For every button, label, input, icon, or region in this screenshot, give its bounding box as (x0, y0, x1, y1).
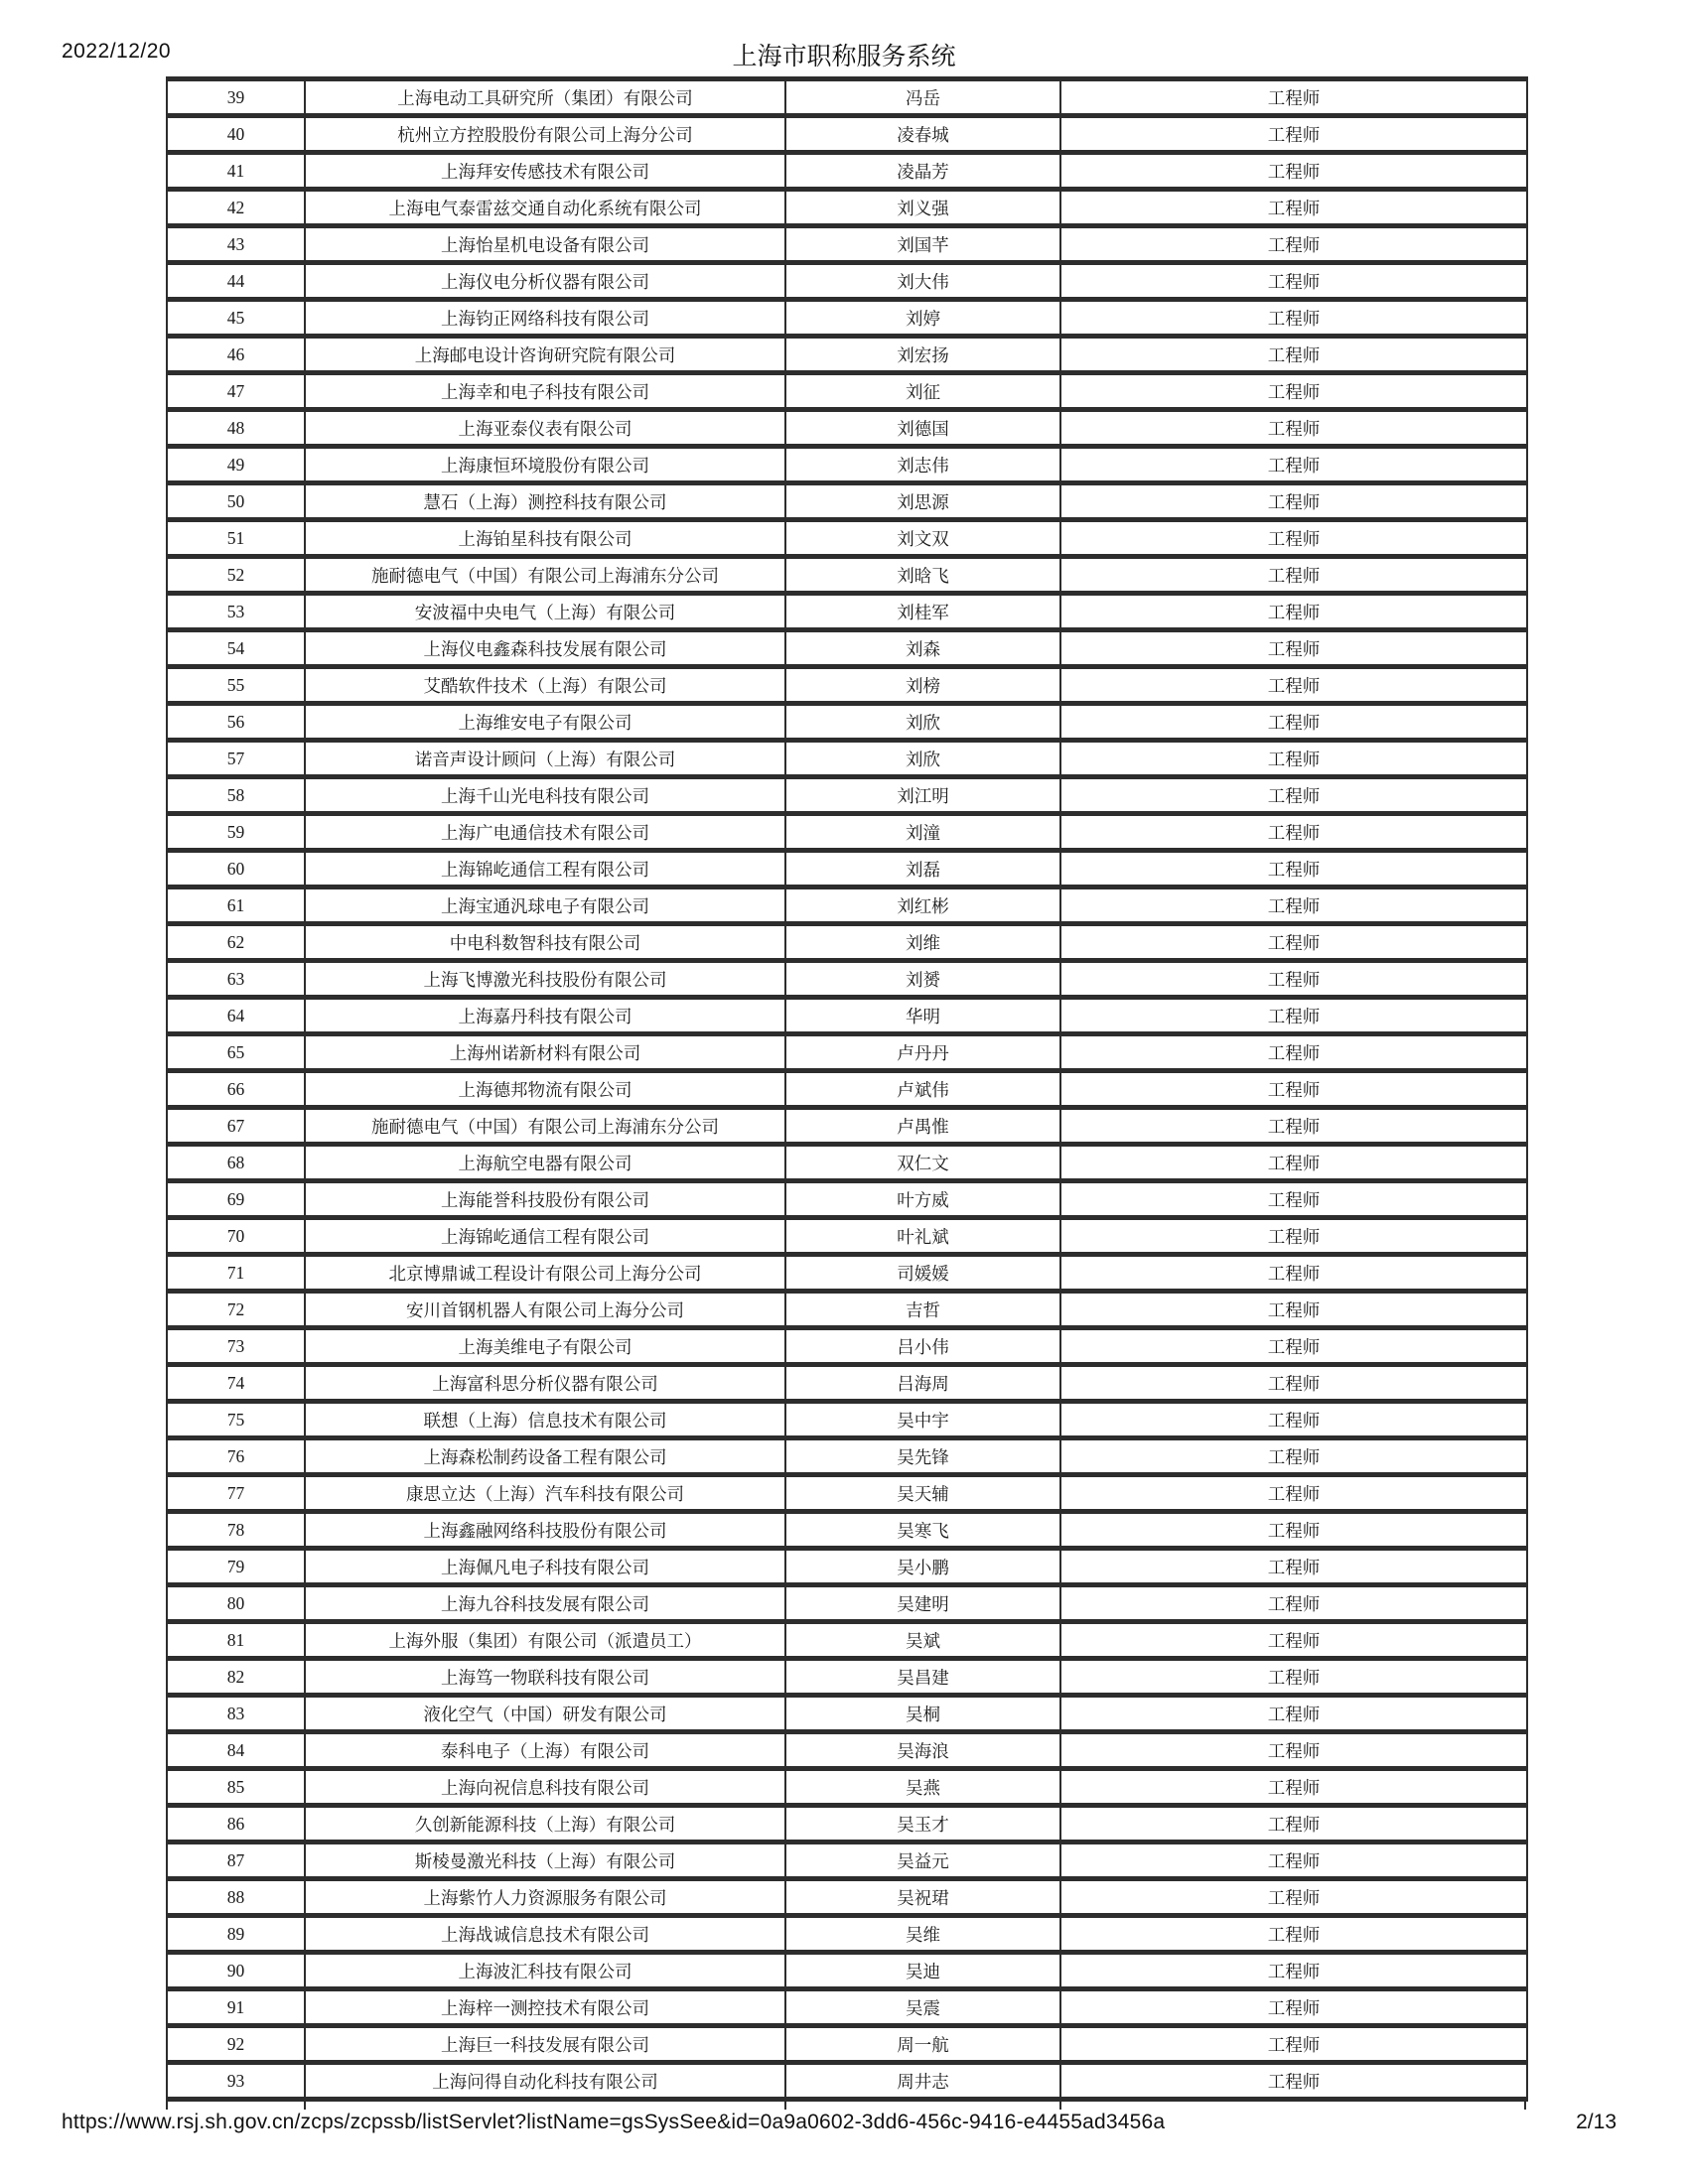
table-row (167, 337, 1527, 373)
company-cell: 慧石（上海）测控科技有限公司 (305, 483, 785, 520)
person-name-cell: 刘榜 (785, 667, 1060, 704)
company-cell: 上海康恒环境股份有限公司 (305, 447, 785, 483)
table-row (167, 373, 1527, 410)
row-number-cell: 55 (167, 667, 305, 704)
title-cell: 工程师 (1060, 557, 1527, 594)
title-cell: 工程师 (1060, 1806, 1527, 1843)
row-number-cell: 92 (167, 2026, 305, 2063)
row-number-cell: 78 (167, 1512, 305, 1549)
company-cell: 上海波汇科技有限公司 (305, 1953, 785, 1989)
company-cell: 上海邮电设计咨询研究院有限公司 (305, 337, 785, 373)
title-cell: 工程师 (1060, 1071, 1527, 1108)
company-cell: 北京博鼎诚工程设计有限公司上海分公司 (305, 1255, 785, 1292)
table-row (167, 2026, 1527, 2063)
person-name-cell: 叶方威 (785, 1181, 1060, 1218)
table-row (167, 447, 1527, 483)
table-row (167, 1218, 1527, 1255)
title-cell: 工程师 (1060, 1365, 1527, 1402)
company-cell: 泰科电子（上海）有限公司 (305, 1732, 785, 1769)
company-cell: 上海千山光电科技有限公司 (305, 777, 785, 814)
person-name-cell: 吕小伟 (785, 1328, 1060, 1365)
person-name-cell: 吴益元 (785, 1843, 1060, 1879)
table-row (167, 851, 1527, 887)
row-number-cell: 86 (167, 1806, 305, 1843)
person-name-cell: 刘潼 (785, 814, 1060, 851)
row-number-cell: 46 (167, 337, 305, 373)
company-cell: 上海佩凡电子科技有限公司 (305, 1549, 785, 1585)
title-cell: 工程师 (1060, 1953, 1527, 1989)
company-cell: 上海能誉科技股份有限公司 (305, 1181, 785, 1218)
title-cell: 工程师 (1060, 667, 1527, 704)
person-name-cell: 吴建明 (785, 1585, 1060, 1622)
footer-url: https://www.rsj.sh.gov.cn/zcps/zcpssb/listServlet?listName=gsSysSee&id=0a9a0602-3dd6-456c-9416-e4455ad3456a (62, 2111, 1166, 2133)
title-cell: 工程师 (1060, 300, 1527, 337)
table-row (167, 1879, 1527, 1916)
clipped-cell (784, 2102, 1059, 2110)
table-row (167, 1328, 1527, 1365)
title-cell: 工程师 (1060, 2026, 1527, 2063)
table-row (167, 520, 1527, 557)
row-number-cell: 79 (167, 1549, 305, 1585)
person-name-cell: 吴祝珺 (785, 1879, 1060, 1916)
company-cell: 上海广电通信技术有限公司 (305, 814, 785, 851)
title-cell: 工程师 (1060, 1916, 1527, 1953)
row-number-cell: 84 (167, 1732, 305, 1769)
row-number-cell: 60 (167, 851, 305, 887)
title-cell: 工程师 (1060, 1181, 1527, 1218)
table-row (167, 814, 1527, 851)
table-row (167, 410, 1527, 447)
title-cell: 工程师 (1060, 1218, 1527, 1255)
title-cell: 工程师 (1060, 814, 1527, 851)
table-row (167, 1843, 1527, 1879)
company-cell: 上海梓一测控技术有限公司 (305, 1989, 785, 2026)
title-cell: 工程师 (1060, 337, 1527, 373)
table-row (167, 961, 1527, 998)
company-cell: 斯棱曼激光科技（上海）有限公司 (305, 1843, 785, 1879)
row-number-cell: 57 (167, 741, 305, 777)
row-number-cell: 73 (167, 1328, 305, 1365)
table-row (167, 887, 1527, 924)
person-name-cell: 吴维 (785, 1916, 1060, 1953)
person-name-cell: 吴昌建 (785, 1659, 1060, 1696)
person-name-cell: 刘文双 (785, 520, 1060, 557)
row-number-cell: 87 (167, 1843, 305, 1879)
title-cell: 工程师 (1060, 410, 1527, 447)
row-number-cell: 40 (167, 116, 305, 153)
row-number-cell: 91 (167, 1989, 305, 2026)
row-number-cell: 69 (167, 1181, 305, 1218)
row-number-cell: 77 (167, 1475, 305, 1512)
company-cell: 上海锦屹通信工程有限公司 (305, 851, 785, 887)
row-number-cell: 61 (167, 887, 305, 924)
print-footer (62, 2111, 1617, 2134)
table-row (167, 1732, 1527, 1769)
page-number-indicator: 2/13 (1576, 2111, 1617, 2133)
table-row (167, 263, 1527, 300)
company-cell: 上海幸和电子科技有限公司 (305, 373, 785, 410)
title-cell: 工程师 (1060, 1879, 1527, 1916)
person-name-cell: 吴燕 (785, 1769, 1060, 1806)
clipped-cell (1059, 2102, 1526, 2110)
row-number-cell: 76 (167, 1438, 305, 1475)
title-cell: 工程师 (1060, 226, 1527, 263)
title-cell: 工程师 (1060, 1255, 1527, 1292)
person-name-cell: 刘大伟 (785, 263, 1060, 300)
row-number-cell: 90 (167, 1953, 305, 1989)
person-name-cell: 刘义强 (785, 190, 1060, 226)
clipped-cell (166, 2102, 304, 2110)
title-cell: 工程师 (1060, 1145, 1527, 1181)
title-cell: 工程师 (1060, 153, 1527, 190)
row-number-cell: 52 (167, 557, 305, 594)
company-cell: 上海亚泰仪表有限公司 (305, 410, 785, 447)
row-number-cell: 64 (167, 998, 305, 1034)
table-row (167, 594, 1527, 630)
table-row (167, 557, 1527, 594)
row-number-cell: 88 (167, 1879, 305, 1916)
title-cell: 工程师 (1060, 777, 1527, 814)
table-row (167, 1071, 1527, 1108)
row-number-cell: 43 (167, 226, 305, 263)
company-cell: 上海问得自动化科技有限公司 (305, 2063, 785, 2100)
row-number-cell: 53 (167, 594, 305, 630)
row-number-cell: 75 (167, 1402, 305, 1438)
title-cell: 工程师 (1060, 961, 1527, 998)
title-cell: 工程师 (1060, 447, 1527, 483)
table-row (167, 1549, 1527, 1585)
row-number-cell: 65 (167, 1034, 305, 1071)
company-cell: 久创新能源科技（上海）有限公司 (305, 1806, 785, 1843)
table-row (167, 1108, 1527, 1145)
title-cell: 工程师 (1060, 190, 1527, 226)
table-row (167, 667, 1527, 704)
person-name-cell: 刘志伟 (785, 447, 1060, 483)
table-row (167, 1696, 1527, 1732)
title-cell: 工程师 (1060, 851, 1527, 887)
table-row (167, 1145, 1527, 1181)
company-cell: 杭州立方控股股份有限公司上海分公司 (305, 116, 785, 153)
person-name-cell: 凌晶芳 (785, 153, 1060, 190)
company-cell: 上海拜安传感技术有限公司 (305, 153, 785, 190)
company-cell: 上海紫竹人力资源服务有限公司 (305, 1879, 785, 1916)
row-number-cell: 41 (167, 153, 305, 190)
title-cell: 工程师 (1060, 1989, 1527, 2026)
row-number-cell: 93 (167, 2063, 305, 2100)
person-name-cell: 双仁文 (785, 1145, 1060, 1181)
roster-table-body (167, 79, 1527, 2100)
person-name-cell: 刘红彬 (785, 887, 1060, 924)
company-cell: 上海富科思分析仪器有限公司 (305, 1365, 785, 1402)
person-name-cell: 吉哲 (785, 1292, 1060, 1328)
title-cell: 工程师 (1060, 1034, 1527, 1071)
person-name-cell: 周一航 (785, 2026, 1060, 2063)
company-cell: 上海九谷科技发展有限公司 (305, 1585, 785, 1622)
company-cell: 上海鑫融网络科技股份有限公司 (305, 1512, 785, 1549)
company-cell: 上海战诚信息技术有限公司 (305, 1916, 785, 1953)
table-row (167, 79, 1527, 116)
row-number-cell: 71 (167, 1255, 305, 1292)
row-number-cell: 51 (167, 520, 305, 557)
title-cell: 工程师 (1060, 887, 1527, 924)
person-name-cell: 刘欣 (785, 704, 1060, 741)
table-row (167, 153, 1527, 190)
row-number-cell: 59 (167, 814, 305, 851)
title-cell: 工程师 (1060, 1549, 1527, 1585)
person-name-cell: 吴天辅 (785, 1475, 1060, 1512)
table-row (167, 1402, 1527, 1438)
person-name-cell: 刘晗飞 (785, 557, 1060, 594)
table-row (167, 1255, 1527, 1292)
table-row (167, 1916, 1527, 1953)
company-cell: 艾酷软件技术（上海）有限公司 (305, 667, 785, 704)
title-cell: 工程师 (1060, 1438, 1527, 1475)
row-number-cell: 81 (167, 1622, 305, 1659)
clipped-cell (304, 2102, 784, 2110)
person-name-cell: 凌春城 (785, 116, 1060, 153)
title-cell: 工程师 (1060, 1659, 1527, 1696)
company-cell: 上海州诺新材料有限公司 (305, 1034, 785, 1071)
table-row (167, 1292, 1527, 1328)
person-name-cell: 吴先锋 (785, 1438, 1060, 1475)
table-row (167, 1475, 1527, 1512)
person-name-cell: 吴玉才 (785, 1806, 1060, 1843)
title-cell: 工程师 (1060, 1732, 1527, 1769)
person-name-cell: 卢丹丹 (785, 1034, 1060, 1071)
title-cell: 工程师 (1060, 116, 1527, 153)
table-row (167, 1438, 1527, 1475)
company-cell: 联想（上海）信息技术有限公司 (305, 1402, 785, 1438)
title-cell: 工程师 (1060, 741, 1527, 777)
row-number-cell: 45 (167, 300, 305, 337)
company-cell: 上海笃一物联科技有限公司 (305, 1659, 785, 1696)
title-cell: 工程师 (1060, 2063, 1527, 2100)
company-cell: 上海怡星机电设备有限公司 (305, 226, 785, 263)
table-row (167, 630, 1527, 667)
title-cell: 工程师 (1060, 1769, 1527, 1806)
person-name-cell: 刘欣 (785, 741, 1060, 777)
company-cell: 上海维安电子有限公司 (305, 704, 785, 741)
page-title: 上海市职称服务系统 (732, 43, 956, 70)
row-number-cell: 67 (167, 1108, 305, 1145)
company-cell: 上海航空电器有限公司 (305, 1145, 785, 1181)
person-name-cell: 司媛媛 (785, 1255, 1060, 1292)
person-name-cell: 刘森 (785, 630, 1060, 667)
title-cell: 工程师 (1060, 263, 1527, 300)
company-cell: 康思立达（上海）汽车科技有限公司 (305, 1475, 785, 1512)
person-name-cell: 刘桂军 (785, 594, 1060, 630)
title-cell: 工程师 (1060, 630, 1527, 667)
title-cell: 工程师 (1060, 1292, 1527, 1328)
person-name-cell: 吴震 (785, 1989, 1060, 2026)
person-name-cell: 卢斌伟 (785, 1071, 1060, 1108)
company-cell: 上海仪电鑫森科技发展有限公司 (305, 630, 785, 667)
title-cell: 工程师 (1060, 1512, 1527, 1549)
row-number-cell: 66 (167, 1071, 305, 1108)
person-name-cell: 吴海浪 (785, 1732, 1060, 1769)
company-cell: 上海森松制药设备工程有限公司 (305, 1438, 785, 1475)
row-number-cell: 83 (167, 1696, 305, 1732)
company-cell: 上海钧正网络科技有限公司 (305, 300, 785, 337)
table-row (167, 2063, 1527, 2100)
row-number-cell: 70 (167, 1218, 305, 1255)
title-cell: 工程师 (1060, 1475, 1527, 1512)
title-cell: 工程师 (1060, 1585, 1527, 1622)
person-name-cell: 吕海周 (785, 1365, 1060, 1402)
table-row (167, 741, 1527, 777)
person-name-cell: 刘维 (785, 924, 1060, 961)
person-name-cell: 吴迪 (785, 1953, 1060, 1989)
table-row (167, 190, 1527, 226)
table-row (167, 1365, 1527, 1402)
row-number-cell: 80 (167, 1585, 305, 1622)
company-cell: 施耐德电气（中国）有限公司上海浦东分公司 (305, 1108, 785, 1145)
company-cell: 施耐德电气（中国）有限公司上海浦东分公司 (305, 557, 785, 594)
person-name-cell: 刘婷 (785, 300, 1060, 337)
person-name-cell: 吴中宇 (785, 1402, 1060, 1438)
table-row (167, 1034, 1527, 1071)
table-row (167, 226, 1527, 263)
person-name-cell: 吴小鹏 (785, 1549, 1060, 1585)
roster-table-container (166, 76, 1526, 2110)
title-cell: 工程师 (1060, 704, 1527, 741)
title-cell: 工程师 (1060, 373, 1527, 410)
print-header-date: 2022/12/20 (62, 40, 172, 63)
table-row (167, 998, 1527, 1034)
company-cell: 上海锦屹通信工程有限公司 (305, 1218, 785, 1255)
table-row (167, 704, 1527, 741)
row-number-cell: 42 (167, 190, 305, 226)
company-cell: 上海美维电子有限公司 (305, 1328, 785, 1365)
table-row (167, 116, 1527, 153)
roster-table (166, 76, 1528, 2102)
row-number-cell: 85 (167, 1769, 305, 1806)
person-name-cell: 刘江明 (785, 777, 1060, 814)
person-name-cell: 刘赟 (785, 961, 1060, 998)
row-number-cell: 47 (167, 373, 305, 410)
company-cell: 上海外服（集团）有限公司（派遣员工） (305, 1622, 785, 1659)
title-cell: 工程师 (1060, 1696, 1527, 1732)
title-cell: 工程师 (1060, 924, 1527, 961)
company-cell: 上海飞博激光科技股份有限公司 (305, 961, 785, 998)
row-number-cell: 89 (167, 1916, 305, 1953)
row-number-cell: 39 (167, 79, 305, 116)
person-name-cell: 刘德国 (785, 410, 1060, 447)
row-number-cell: 56 (167, 704, 305, 741)
title-cell: 工程师 (1060, 79, 1527, 116)
title-cell: 工程师 (1060, 1622, 1527, 1659)
title-cell: 工程师 (1060, 1843, 1527, 1879)
company-cell: 上海仪电分析仪器有限公司 (305, 263, 785, 300)
row-number-cell: 72 (167, 1292, 305, 1328)
person-name-cell: 刘征 (785, 373, 1060, 410)
company-cell: 上海向祝信息科技有限公司 (305, 1769, 785, 1806)
table-row (167, 924, 1527, 961)
title-cell: 工程师 (1060, 1402, 1527, 1438)
company-cell: 上海巨一科技发展有限公司 (305, 2026, 785, 2063)
row-number-cell: 54 (167, 630, 305, 667)
person-name-cell: 刘国芊 (785, 226, 1060, 263)
table-row (167, 1585, 1527, 1622)
person-name-cell: 刘磊 (785, 851, 1060, 887)
person-name-cell: 卢禺惟 (785, 1108, 1060, 1145)
company-cell: 上海宝通汎球电子有限公司 (305, 887, 785, 924)
company-cell: 上海德邦物流有限公司 (305, 1071, 785, 1108)
title-cell: 工程师 (1060, 520, 1527, 557)
row-number-cell: 49 (167, 447, 305, 483)
company-cell: 中电科数智科技有限公司 (305, 924, 785, 961)
row-number-cell: 62 (167, 924, 305, 961)
table-row (167, 1512, 1527, 1549)
person-name-cell: 叶礼斌 (785, 1218, 1060, 1255)
company-cell: 安川首钢机器人有限公司上海分公司 (305, 1292, 785, 1328)
company-cell: 安波福中央电气（上海）有限公司 (305, 594, 785, 630)
title-cell: 工程师 (1060, 998, 1527, 1034)
person-name-cell: 吴斌 (785, 1622, 1060, 1659)
row-number-cell: 58 (167, 777, 305, 814)
person-name-cell: 冯岳 (785, 79, 1060, 116)
company-cell: 上海铂星科技有限公司 (305, 520, 785, 557)
table-row (167, 777, 1527, 814)
person-name-cell: 吴桐 (785, 1696, 1060, 1732)
title-cell: 工程师 (1060, 594, 1527, 630)
table-row (167, 1806, 1527, 1843)
table-row (167, 483, 1527, 520)
row-number-cell: 44 (167, 263, 305, 300)
person-name-cell: 刘思源 (785, 483, 1060, 520)
table-row (167, 1622, 1527, 1659)
table-row (167, 1989, 1527, 2026)
row-number-cell: 74 (167, 1365, 305, 1402)
person-name-cell: 周井志 (785, 2063, 1060, 2100)
row-number-cell: 68 (167, 1145, 305, 1181)
table-row (167, 1181, 1527, 1218)
title-cell: 工程师 (1060, 1328, 1527, 1365)
title-cell: 工程师 (1060, 483, 1527, 520)
clipped-next-row (166, 2102, 1526, 2110)
title-cell: 工程师 (1060, 1108, 1527, 1145)
row-number-cell: 48 (167, 410, 305, 447)
table-row (167, 1659, 1527, 1696)
person-name-cell: 华明 (785, 998, 1060, 1034)
company-cell: 上海嘉丹科技有限公司 (305, 998, 785, 1034)
company-cell: 上海电动工具研究所（集团）有限公司 (305, 79, 785, 116)
company-cell: 上海电气泰雷兹交通自动化系统有限公司 (305, 190, 785, 226)
table-row (167, 1769, 1527, 1806)
table-row (167, 1953, 1527, 1989)
row-number-cell: 82 (167, 1659, 305, 1696)
person-name-cell: 吴寒飞 (785, 1512, 1060, 1549)
row-number-cell: 63 (167, 961, 305, 998)
row-number-cell: 50 (167, 483, 305, 520)
company-cell: 诺音声设计顾问（上海）有限公司 (305, 741, 785, 777)
company-cell: 液化空气（中国）研发有限公司 (305, 1696, 785, 1732)
table-row (167, 300, 1527, 337)
person-name-cell: 刘宏扬 (785, 337, 1060, 373)
